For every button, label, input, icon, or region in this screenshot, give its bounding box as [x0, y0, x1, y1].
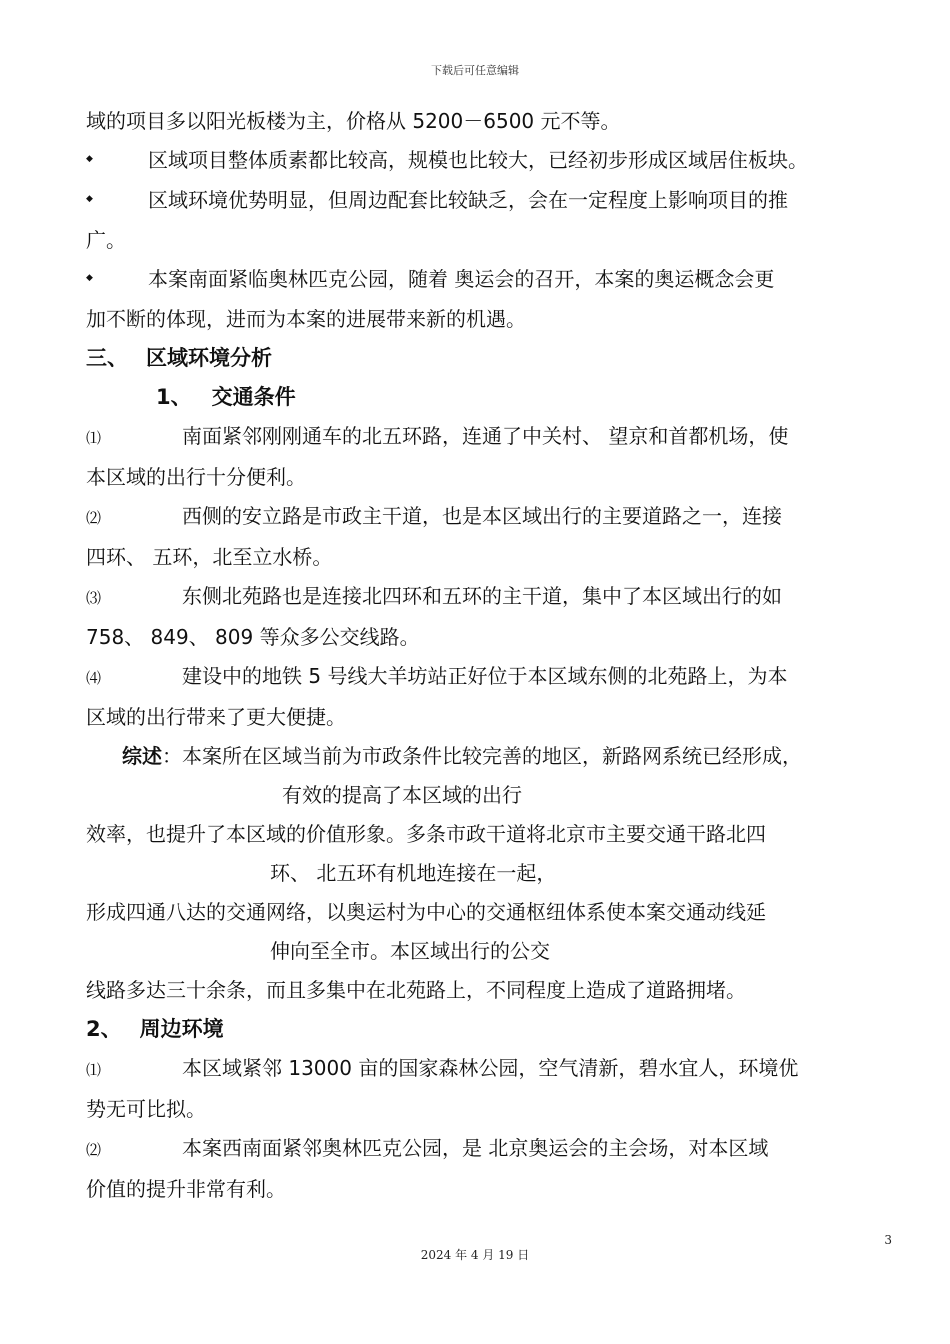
item-continuation: 价值的提升非常有利。: [86, 1177, 286, 1201]
summary-line: 环、 北五环有机地连接在一起，: [270, 861, 557, 885]
subsection-heading: 1、 交通条件: [156, 385, 296, 409]
document-body: [86, 102, 896, 1209]
item-number: ⑶: [86, 589, 102, 607]
summary-line: 伸向至全市。本区域出行的公交: [270, 939, 550, 963]
summary-line: 有效的提高了本区域的出行: [282, 783, 522, 807]
item-continuation: 本区域的出行十分便利。: [86, 465, 306, 489]
footer-date: 2024 年 4 月 19 日: [420, 1248, 530, 1262]
diamond-bullet-icon: ◆: [86, 273, 93, 283]
item-continuation: 四环、 五环，北至立水桥。: [86, 545, 333, 569]
bullet-item: ◆ 区域项目整体质素都比较高，规模也比较大，已经初步形成区域居住板块。: [86, 141, 896, 181]
subsection-heading: 2、 周边环境: [86, 1017, 224, 1041]
summary-line: 线路多达三十余条，而且多集中在北苑路上，不同程度上造成了道路拥堵。: [86, 978, 746, 1002]
numbered-item: ⑶ 东侧北苑路也是连接北四环和五环的主干道，集中了本区域出行的如: [86, 577, 896, 618]
item-number: ⑷: [86, 669, 102, 687]
item-continuation: 758、 849、 809 等众多公交线路。: [86, 625, 420, 649]
diamond-bullet-icon: ◆: [86, 194, 93, 204]
numbered-item: ⑴ 南面紧邻刚刚通车的北五环路，连通了中关村、 望京和首都机场，使: [86, 417, 896, 458]
summary-line: 形成四通八达的交通网络，以奥运村为中心的交通枢纽体系使本案交通动线延: [86, 900, 766, 924]
numbered-item: ⑵ 本案西南面紧邻奥林匹克公园，是 北京奥运会的主会场，对本区域: [86, 1129, 896, 1170]
item-continuation: 区域的出行带来了更大便捷。: [86, 705, 346, 729]
diamond-bullet-icon: ◆: [86, 154, 93, 164]
paragraph: 域的项目多以阳光板楼为主，价格从 5200－6500 元不等。: [86, 109, 621, 133]
item-number: ⑴: [86, 429, 102, 447]
bullet-continuation: 加不断的体现，进而为本案的进展带来新的机遇。: [86, 307, 526, 331]
page-number: 3: [884, 1233, 892, 1247]
summary-line: 综述：本案所在区域当前为市政条件比较完善的地区，新路网系统已经形成，: [122, 744, 802, 768]
item-number: ⑵: [86, 509, 102, 527]
item-continuation: 势无可比拟。: [86, 1097, 206, 1121]
numbered-item: ⑵ 西侧的安立路是市政主干道，也是本区域出行的主要道路之一，连接: [86, 497, 896, 538]
section-heading: 三、 区域环境分析: [86, 346, 272, 370]
item-number: ⑵: [86, 1141, 102, 1159]
bullet-item: ◆ 区域环境优势明显，但周边配套比较缺乏，会在一定程度上影响项目的推: [86, 181, 896, 221]
page-header: 下载后可任意编辑: [431, 64, 519, 77]
bullet-continuation: 广。: [86, 228, 126, 252]
summary-label: 综述: [122, 744, 162, 768]
item-number: ⑴: [86, 1061, 102, 1079]
summary-line: 效率，也提升了本区域的价值形象。多条市政干道将北京市主要交通干路北四: [86, 822, 766, 846]
numbered-item: ⑴ 本区域紧邻 13000 亩的国家森林公园，空气清新，碧水宜人，环境优: [86, 1049, 896, 1090]
numbered-item: ⑷ 建设中的地铁 5 号线大羊坊站正好位于本区域东侧的北苑路上，为本: [86, 657, 896, 698]
bullet-item: ◆ 本案南面紧临奥林匹克公园，随着 奥运会的召开，本案的奥运概念会更: [86, 260, 896, 300]
